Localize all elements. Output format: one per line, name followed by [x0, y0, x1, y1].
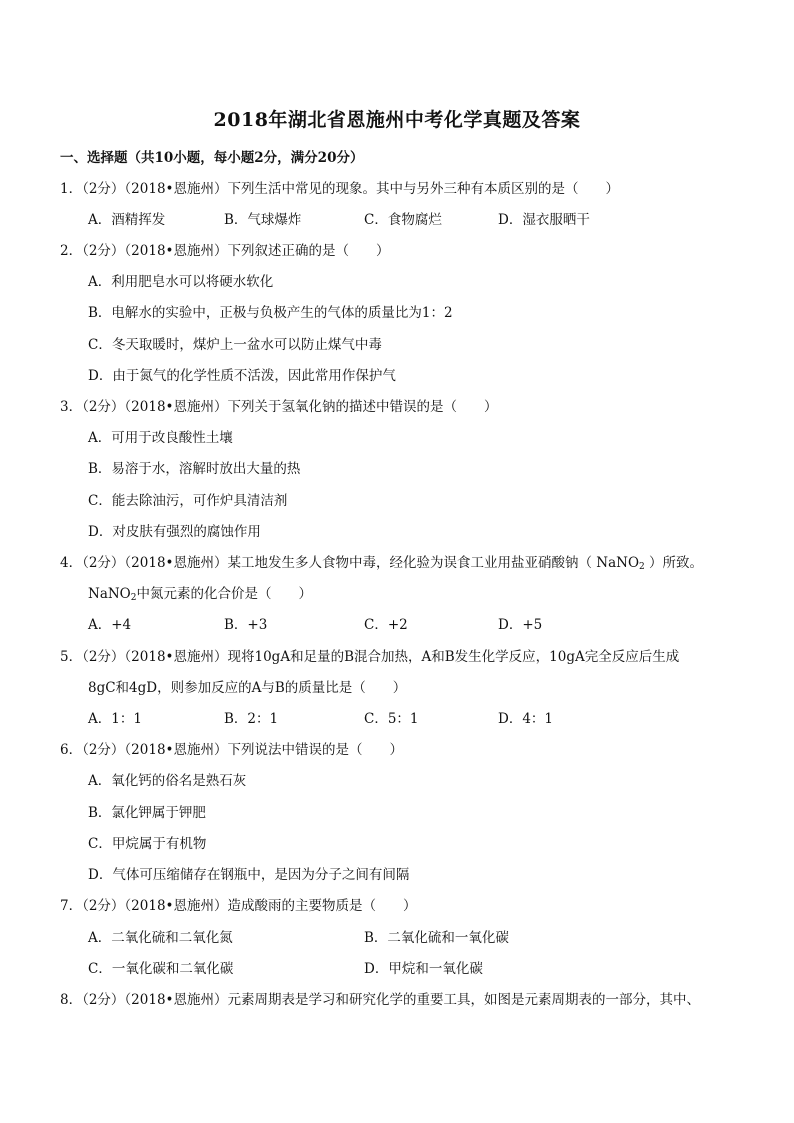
question-7-option-b: B．二氧化硫和一氧化碳 — [364, 930, 509, 946]
question-4-option-d: D．+5 — [498, 617, 543, 633]
question-5-option-a: A．1：1 — [88, 711, 142, 727]
question-3-option-a: A．可用于改良酸性土壤 — [88, 430, 233, 446]
question-5-stem: 5．（2分）（2018•恩施州）现将10gA和足量的B混合加热，A和B发生化学反应，10gA完全反应后生成 — [60, 649, 680, 665]
question-1-option-b: B．气球爆炸 — [224, 212, 302, 228]
question-5-option-d: D．4：1 — [498, 711, 554, 727]
question-3-stem: 3．（2分）（2018•恩施州）下列关于氢氧化钠的描述中错误的是（ ） — [60, 399, 498, 415]
question-6-stem: 6．（2分）（2018•恩施州）下列说法中错误的是（ ） — [60, 742, 403, 758]
question-2-stem: 2．（2分）（2018•恩施州）下列叙述正确的是（ ） — [60, 243, 390, 259]
question-4-stem-text: 4．（2分）（2018•恩施州）某工地发生多人食物中毒，经化验为误食工业用盐亚硝酸钠（ NaNO — [60, 555, 640, 571]
question-2-option-c: C．冬天取暖时，煤炉上一盆水可以防止煤气中毒 — [88, 337, 382, 353]
question-1-stem: 1．（2分）（2018•恩施州）下列生活中常见的现象。其中与另外三种有本质区别的是（ ） — [60, 181, 619, 197]
question-4-stem-end: ）所致。 — [644, 555, 704, 571]
question-7-option-c: C．一氧化碳和二氧化碳 — [88, 961, 234, 977]
question-1-option-d: D．湿衣服晒干 — [498, 212, 590, 228]
question-4-stem-continued — [88, 582, 312, 603]
question-1-option-c: C．食物腐烂 — [364, 212, 442, 228]
question-6-option-b: B．氯化钾属于钾肥 — [88, 805, 206, 821]
question-4-option-b: B．+3 — [224, 617, 268, 633]
question-6-option-c: C．甲烷属于有机物 — [88, 836, 207, 852]
section-heading: 一、选择题（共10小题，每小题2分，满分20分） — [60, 150, 364, 166]
question-2-option-b: B．电解水的实验中，正极与负极产生的气体的质量比为1：2 — [88, 305, 453, 321]
question-4-option-c: C．+2 — [364, 617, 408, 633]
question-3-option-d: D．对皮肤有强烈的腐蚀作用 — [88, 524, 261, 540]
question-5-stem-continued: 8gC和4gD，则参加反应的A与B的质量比是（ ） — [88, 680, 407, 696]
question-4-continued-text: 中氮元素的化合价是（ ） — [136, 586, 312, 602]
question-1-option-a: A．酒精挥发 — [88, 212, 166, 228]
subscript: 2 — [130, 593, 137, 603]
document-title: 2018年湖北省恩施州中考化学真题及答案 — [213, 109, 581, 131]
question-6-option-d: D．气体可压缩储存在钢瓶中，是因为分子之间有间隔 — [88, 867, 410, 883]
question-7-stem: 7．（2分）（2018•恩施州）造成酸雨的主要物质是（ ） — [60, 898, 417, 914]
question-3-option-b: B．易溶于水，溶解时放出大量的热 — [88, 461, 301, 477]
formula: NaNO — [88, 586, 131, 602]
question-5-option-b: B．2：1 — [224, 711, 279, 727]
question-8-stem: 8．（2分）（2018•恩施州）元素周期表是学习和研究化学的重要工具，如图是元素周期表的一部分，其中、 — [60, 992, 700, 1008]
question-6-option-a: A．氧化钙的俗名是熟石灰 — [88, 773, 247, 789]
question-2-option-a: A．利用肥皂水可以将硬水软化 — [88, 274, 274, 290]
question-3-option-c: C．能去除油污，可作炉具清洁剂 — [88, 493, 288, 509]
question-2-option-d: D．由于氮气的化学性质不活泼，因此常用作保护气 — [88, 368, 396, 384]
question-5-option-c: C．5：1 — [364, 711, 419, 727]
subscript: 2 — [639, 562, 645, 572]
question-4-option-a: A．+4 — [88, 617, 132, 633]
question-7-option-a: A．二氧化硫和二氧化氮 — [88, 930, 233, 946]
question-4-stem — [60, 551, 703, 572]
question-7-option-d: D．甲烷和一氧化碳 — [364, 961, 483, 977]
